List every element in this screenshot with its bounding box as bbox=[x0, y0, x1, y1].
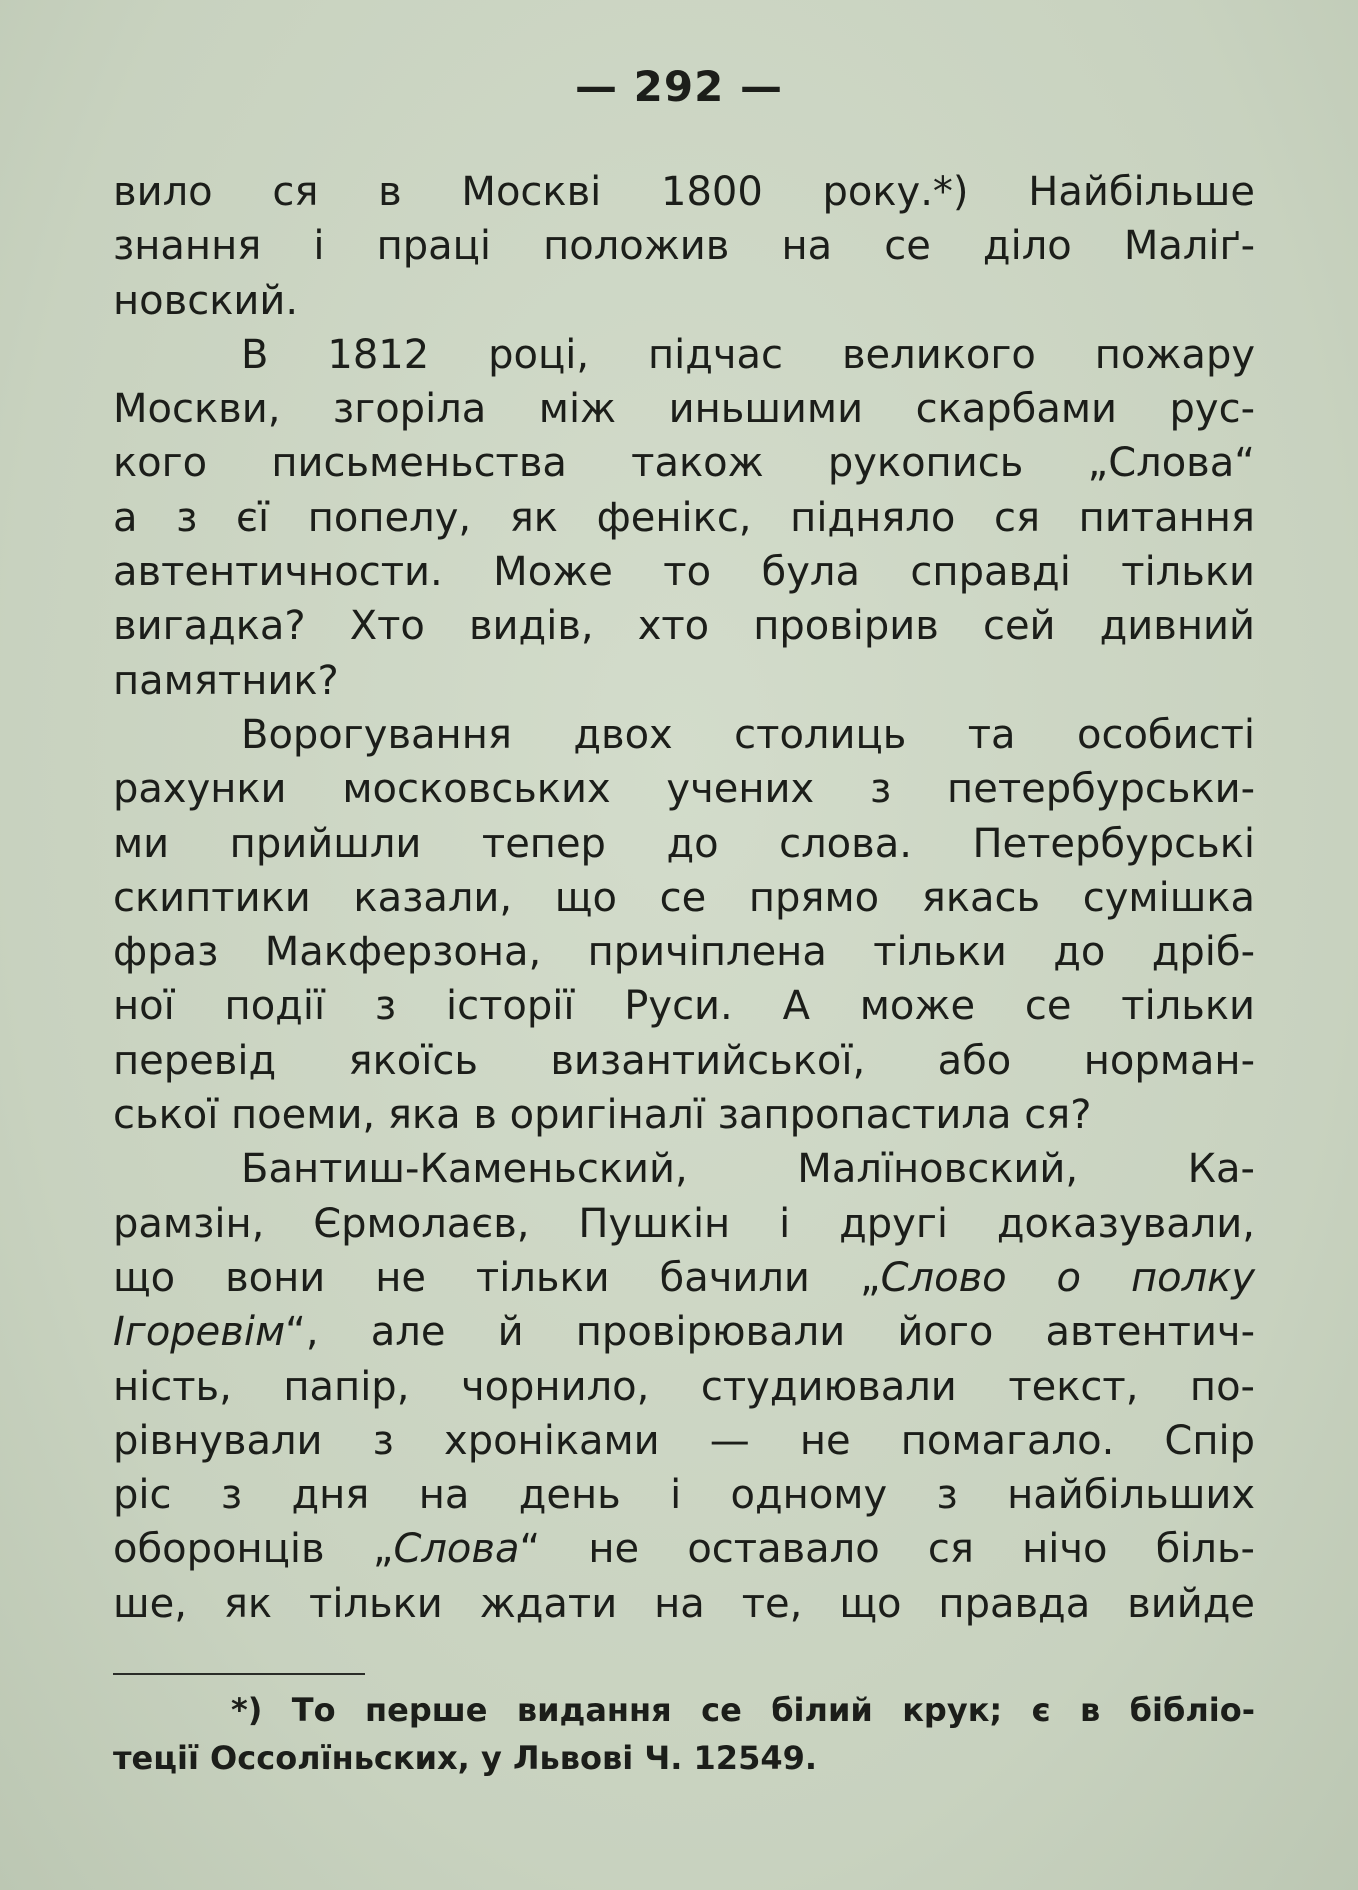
italic-title: Ігоревім bbox=[113, 1309, 286, 1356]
text-fragment: “ не оставало ся нічо біль- bbox=[519, 1526, 1255, 1573]
text-fragment: що вони не тільки бачили bbox=[113, 1254, 810, 1301]
text-line: новский. bbox=[113, 277, 299, 324]
text-line: перевід якоїсь византийської, або норман- bbox=[113, 1037, 1255, 1084]
text-line: ми прийшли тепер до слова. Петербурські bbox=[113, 820, 1255, 867]
text-line: Бантиш-Каменьский, Малїновский, Ка- bbox=[241, 1146, 1255, 1193]
text-line: ної події з історії Руси. А може се тільки bbox=[113, 983, 1255, 1030]
text-line: ше, як тільки ждати на те, що правда вийде bbox=[113, 1580, 1255, 1627]
footnote-line: *) То перше видання се білий крук; є в бібліо- bbox=[231, 1691, 1255, 1729]
open-quote: „ bbox=[859, 1254, 881, 1301]
text-line: рівнували з хроніками — не помагало. Спір bbox=[113, 1417, 1255, 1464]
text-line: ність, папір, чорнило, студиювали текст, по- bbox=[113, 1363, 1255, 1410]
italic-title: Слово о полку bbox=[880, 1254, 1255, 1301]
text-line: кого письменьства також рукопись „Слова“ bbox=[113, 440, 1255, 487]
footnote-line: теції Оссолїньских, у Львові Ч. 12549. bbox=[113, 1739, 818, 1777]
text-line: Москви, згоріла між иньшими скарбами рус- bbox=[113, 386, 1255, 433]
text-line: рахунки московських учених з петербурськи- bbox=[113, 766, 1255, 813]
text-line bbox=[113, 1251, 1255, 1305]
text-line: вило ся в Москві 1800 року.*) Найбільше bbox=[113, 169, 1255, 215]
text-line: вигадка? Хто видів, хто провірив сей дивний bbox=[113, 603, 1255, 650]
text-line: памятник? bbox=[113, 657, 339, 704]
text-line: рамзін, Єрмолаєв, Пушкін і другі доказували, bbox=[113, 1200, 1255, 1247]
footnote bbox=[113, 1686, 1255, 1782]
text-line: автентичности. Може то була справді тільки bbox=[113, 549, 1255, 596]
text-line bbox=[113, 1305, 1255, 1359]
text-line: скиптики казали, що се прямо якась сумішка bbox=[113, 874, 1255, 921]
body-text bbox=[113, 165, 1255, 1631]
text-line: ріс з дня на день і одному з найбільших bbox=[113, 1472, 1255, 1519]
text-line bbox=[113, 1522, 1255, 1576]
text-fragment: “, але й провірювали його автентич- bbox=[285, 1309, 1255, 1356]
page-number: — 292 — bbox=[575, 62, 783, 111]
italic-title: Слова bbox=[393, 1526, 520, 1573]
text-line: Ворогування двох столиць та особисті bbox=[241, 711, 1255, 758]
text-line: фраз Макферзона, причіплена тільки до дріб- bbox=[113, 929, 1255, 976]
text-fragment: оборонців „ bbox=[113, 1526, 394, 1573]
text-line: ської поеми, яка в оригіналї запропастила ся? bbox=[113, 1092, 1092, 1139]
text-line: В 1812 році, підчас великого пожару bbox=[241, 331, 1255, 378]
text-line: а з єї попелу, як фенікс, підняло ся питання bbox=[113, 494, 1255, 541]
text-line: знання і праці положив на се діло Маліґ- bbox=[113, 223, 1255, 270]
footnote-divider bbox=[113, 1673, 365, 1675]
